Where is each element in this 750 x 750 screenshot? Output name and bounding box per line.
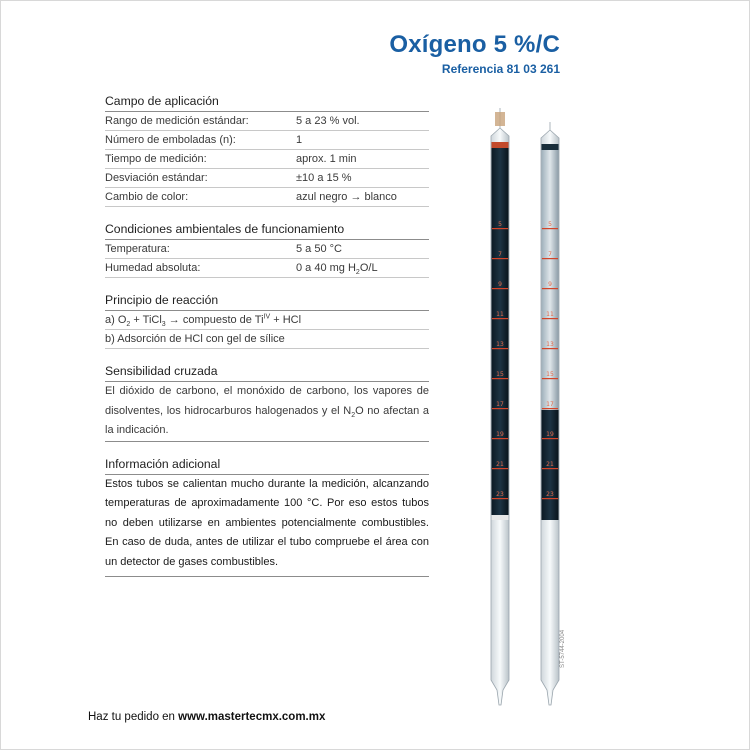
svg-text:21: 21 [496, 461, 504, 468]
svg-text:19: 19 [496, 431, 504, 438]
svg-text:15: 15 [546, 371, 554, 378]
spec-content [105, 92, 429, 590]
cross-text: El dióxido de carbono, el monóxido de carbono, los vapores de disolventes, los hidrocarburos halogenados y el $N_2O$ no afectan a la indicación. [105, 382, 429, 442]
section-cross [105, 362, 429, 442]
reaction-row-b: b) Adsorción de HCl con gel de sílice [105, 330, 429, 349]
spec-row: Desviación estándar: ±10 a 15 % [105, 169, 429, 188]
svg-text:7: 7 [548, 251, 552, 258]
arrow-right-icon: → [168, 314, 180, 326]
spec-row: Humedad absoluta: 0 a 40 mg $H_2O/L$ [105, 259, 429, 278]
svg-text:7: 7 [498, 251, 502, 258]
svg-text:21: 21 [546, 461, 554, 468]
humidity-value: 0 a 40 mg $H_2O/L$ [296, 262, 378, 277]
section-title: Sensibilidad cruzada [105, 362, 429, 382]
section-additional [105, 455, 429, 578]
page-title: Oxígeno 5 %/C [389, 31, 560, 58]
svg-text:15: 15 [496, 371, 504, 378]
svg-text:23: 23 [496, 491, 504, 498]
svg-text:5: 5 [498, 221, 502, 228]
svg-text:9: 9 [548, 281, 552, 288]
spec-row: Rango de medición estándar: 5 a 23 % vol. [105, 112, 429, 131]
spec-row: Tiempo de medición: aprox. 1 min [105, 150, 429, 169]
spec-row: Número de emboladas (n): 1 [105, 131, 429, 150]
website-link[interactable]: www.mastertecmx.com.mx [178, 711, 326, 723]
svg-text:9: 9 [498, 281, 502, 288]
svg-text:17: 17 [546, 401, 554, 408]
color-change-value: azul negro → blanco [296, 191, 397, 203]
section-title: Principio de reacción [105, 291, 429, 311]
arrow-right-icon: → [350, 191, 362, 203]
image-code: ST-5744-2004 [560, 629, 566, 668]
detector-tubes-image [470, 100, 590, 715]
svg-text:19: 19 [546, 431, 554, 438]
section-title: Información adicional [105, 455, 429, 475]
svg-text:5: 5 [548, 221, 552, 228]
tube-used [541, 122, 559, 705]
section-ambient [105, 220, 429, 278]
section-application [105, 92, 429, 207]
svg-text:17: 17 [496, 401, 504, 408]
additional-text: Estos tubos se calientan mucho durante la medición, alcanzando temperaturas de aproximadamente 100 °C. Por eso estos tubos no deben utilizarse en ambientes potencialmente combustibles. En caso de duda, antes de utilizar el tubo compruebe el área con un detector de gases combustibles. [105, 475, 429, 578]
svg-text:11: 11 [546, 311, 554, 318]
section-title: Condiciones ambientales de funcionamiento [105, 220, 429, 240]
svg-text:13: 13 [546, 341, 554, 348]
tube-unused [491, 108, 509, 705]
spec-row: Cambio de color: azul negro → blanco [105, 188, 429, 207]
reference-number: Referencia 81 03 261 [441, 62, 560, 76]
footer-order: Haz tu pedido en www.mastertecmx.com.mx [88, 711, 326, 723]
spec-row: Temperatura: 5 a 50 °C [105, 240, 429, 259]
svg-text:23: 23 [546, 491, 554, 498]
reaction-row-a: a) $O_2$ + TiCl$_3$ → compuesto de $Ti^{IV}$ + HCl [105, 311, 429, 330]
section-reaction [105, 291, 429, 349]
svg-text:11: 11 [496, 311, 504, 318]
svg-text:13: 13 [496, 341, 504, 348]
section-title: Campo de aplicación [105, 92, 429, 112]
